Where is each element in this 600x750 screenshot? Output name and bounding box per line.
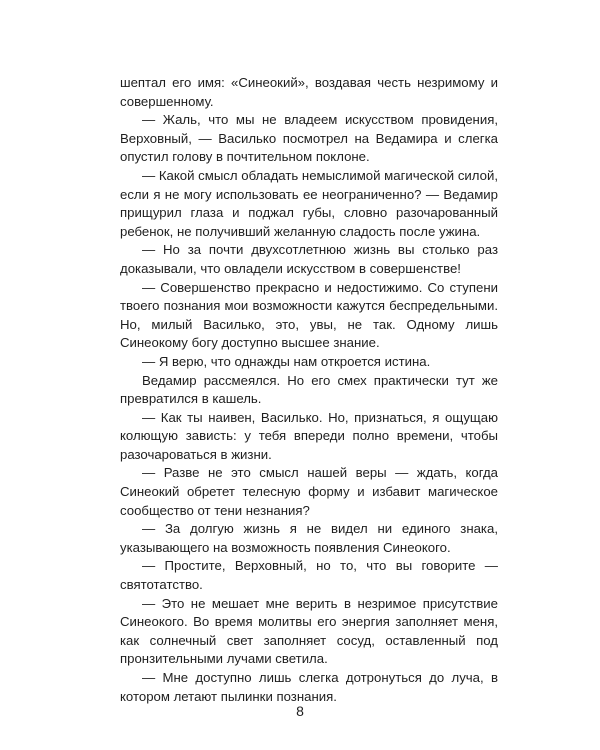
paragraph: — Как ты наивен, Василько. Но, признаться, я ощущаю колющую зависть: у тебя впереди полно времени, чтобы разочароваться в жизни. xyxy=(120,409,498,462)
paragraph: Ведамир рассмеялся. Но его смех практически тут же превратился в кашель. xyxy=(120,372,498,407)
paragraph: — Мне доступно лишь слегка дотронуться до луча, в котором летают пылинки познания. xyxy=(120,670,498,704)
paragraph: — Какой смысл обладать немыслимой магической силой, если я не могу использовать ее неограниченно? — Ведамир прищурил глаза и поджал губы, словно разочарованный ребенок, не получивший желанную сладость после ужина. xyxy=(120,167,498,239)
paragraph: — За долгую жизнь я не видел ни единого знака, указывающего на возможность появления Синеокого. xyxy=(120,521,498,555)
page-number: 8 xyxy=(296,703,304,719)
paragraph: — Жаль, что мы не владеем искусством провидения, Верховный, — Василько посмотрел на Ведамира и слегка опустил голову в почтительном поклоне. xyxy=(120,112,498,165)
paragraph: — Разве не это смысл нашей веры — ждать, когда Синеокий обретет телесную форму и избавит магическое сообщество от тени незнания? xyxy=(120,465,498,518)
paragraph: шептал его имя: «Синеокий», воздавая честь незримому и совершенному. xyxy=(120,75,498,109)
paragraph: — Но за почти двухсотлетнюю жизнь вы столько раз доказывали, что овладели искусством в совершенстве! xyxy=(120,242,498,276)
paragraph: — Это не мешает мне верить в незримое присутствие Синеокого. Во время молитвы его энергия заполняет меня, как солнечный свет заполняет сосуд, оставленный под пронзительными лучами светила. xyxy=(120,595,498,667)
paragraph: — Простите, Верховный, но то, что вы говорите — святотатство. xyxy=(120,558,498,593)
body-text xyxy=(120,74,498,706)
paragraph: — Я верю, что однажды нам откроется истина. xyxy=(142,353,431,369)
paragraph: — Совершенство прекрасно и недостижимо. Со ступени твоего познания мои возможности кажутся беспредельными. Но, милый Василько, это, увы, не так. Одному лишь Синеокому богу доступно высшее знание. xyxy=(120,279,498,351)
